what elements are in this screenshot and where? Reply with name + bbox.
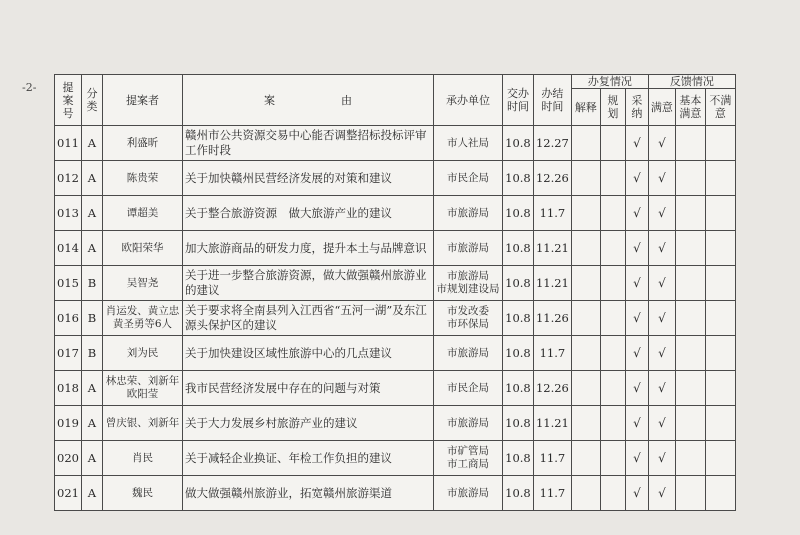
reply-plan-mark [600, 371, 625, 406]
feedback-basic-mark [675, 441, 705, 476]
feedback-satisfied-mark: √ [648, 371, 675, 406]
completed-date: 11.21 [533, 406, 571, 441]
table-row [55, 301, 736, 336]
proposal-category: B [81, 266, 102, 301]
feedback-basic-mark [675, 336, 705, 371]
reply-explain-mark [571, 266, 600, 301]
header-fb-unsatisfied: 不满意 [705, 89, 735, 126]
proposal-title: 关于减轻企业换证、年检工作负担的建议 [182, 441, 433, 476]
proposer-name: 刘为民 [102, 336, 182, 371]
assigned-date: 10.8 [502, 336, 533, 371]
proposer-name: 吴智尧 [102, 266, 182, 301]
reply-explain-mark [571, 336, 600, 371]
reply-explain-mark [571, 126, 600, 161]
assigned-date: 10.8 [502, 301, 533, 336]
reply-explain-mark [571, 371, 600, 406]
reply-plan-mark [600, 441, 625, 476]
proposal-category: A [81, 161, 102, 196]
feedback-basic-mark [675, 196, 705, 231]
feedback-unsatisfied-mark [705, 231, 735, 266]
reply-plan-mark [600, 301, 625, 336]
proposal-category: A [81, 371, 102, 406]
header-id: 提案号 [55, 75, 82, 126]
feedback-basic-mark [675, 406, 705, 441]
proposer-name: 谭超美 [102, 196, 182, 231]
feedback-satisfied-mark: √ [648, 336, 675, 371]
reply-explain-mark [571, 476, 600, 511]
reply-explain-mark [571, 196, 600, 231]
header-assigned: 交办时间 [502, 75, 533, 126]
table-row [55, 406, 736, 441]
assigned-date: 10.8 [502, 406, 533, 441]
proposal-title: 关于加快建设区域性旅游中心的几点建议 [182, 336, 433, 371]
proposal-id: 014 [55, 231, 82, 266]
proposal-id: 015 [55, 266, 82, 301]
feedback-unsatisfied-mark [705, 371, 735, 406]
assigned-date: 10.8 [502, 231, 533, 266]
feedback-satisfied-mark: √ [648, 441, 675, 476]
feedback-basic-mark [675, 371, 705, 406]
feedback-basic-mark [675, 231, 705, 266]
proposal-category: A [81, 231, 102, 266]
assigned-date: 10.8 [502, 266, 533, 301]
reply-adopt-mark: √ [625, 196, 648, 231]
reply-adopt-mark: √ [625, 371, 648, 406]
feedback-basic-mark [675, 476, 705, 511]
feedback-unsatisfied-mark [705, 301, 735, 336]
reply-explain-mark [571, 441, 600, 476]
feedback-satisfied-mark: √ [648, 231, 675, 266]
feedback-satisfied-mark: √ [648, 161, 675, 196]
page-number: -2- [22, 81, 37, 94]
proposal-title: 加大旅游商品的研发力度，提升本土与品牌意识 [182, 231, 433, 266]
table-row [55, 441, 736, 476]
reply-plan-mark [600, 161, 625, 196]
completed-date: 11.7 [533, 336, 571, 371]
proposer-name: 欧阳荣华 [102, 231, 182, 266]
reply-plan-mark [600, 196, 625, 231]
proposal-title: 关于大力发展乡村旅游产业的建议 [182, 406, 433, 441]
reply-adopt-mark: √ [625, 406, 648, 441]
handling-unit: 市人社局 [433, 126, 502, 161]
header-completed: 办结时间 [533, 75, 571, 126]
table-row [55, 231, 736, 266]
proposal-id: 012 [55, 161, 82, 196]
header-reply-plan: 规划 [600, 89, 625, 126]
header-reply-explain: 解释 [571, 89, 600, 126]
handling-unit: 市民企局 [433, 371, 502, 406]
handling-unit: 市旅游局 [433, 196, 502, 231]
proposal-category: B [81, 336, 102, 371]
header-feedback-group: 反馈情况 [648, 75, 735, 89]
proposal-id: 011 [55, 126, 82, 161]
reply-plan-mark [600, 126, 625, 161]
reply-explain-mark [571, 231, 600, 266]
reply-explain-mark [571, 161, 600, 196]
header-proposer: 提案者 [102, 75, 182, 126]
header-unit: 承办单位 [433, 75, 502, 126]
proposal-category: A [81, 196, 102, 231]
feedback-satisfied-mark: √ [648, 301, 675, 336]
feedback-basic-mark [675, 301, 705, 336]
proposer-name: 曾庆银、刘新年 [102, 406, 182, 441]
reply-adopt-mark: √ [625, 441, 648, 476]
completed-date: 11.21 [533, 266, 571, 301]
proposal-title: 关于整合旅游资源 做大旅游产业的建议 [182, 196, 433, 231]
proposal-title: 关于进一步整合旅游资源，做大做强赣州旅游业的建议 [182, 266, 433, 301]
reply-plan-mark [600, 231, 625, 266]
proposal-category: B [81, 301, 102, 336]
proposer-name: 陈贵荣 [102, 161, 182, 196]
table-row [55, 196, 736, 231]
feedback-unsatisfied-mark [705, 336, 735, 371]
table-row [55, 266, 736, 301]
completed-date: 12.26 [533, 161, 571, 196]
completed-date: 11.21 [533, 231, 571, 266]
proposal-id: 021 [55, 476, 82, 511]
assigned-date: 10.8 [502, 371, 533, 406]
feedback-satisfied-mark: √ [648, 406, 675, 441]
reply-adopt-mark: √ [625, 476, 648, 511]
header-title: 案 由 [182, 75, 433, 126]
table-row [55, 476, 736, 511]
proposal-id: 017 [55, 336, 82, 371]
completed-date: 11.7 [533, 196, 571, 231]
table-row [55, 336, 736, 371]
header-reply-adopt: 采纳 [625, 89, 648, 126]
reply-adopt-mark: √ [625, 161, 648, 196]
header-category: 分类 [81, 75, 102, 126]
handling-unit: 市旅游局 [433, 336, 502, 371]
proposal-id: 016 [55, 301, 82, 336]
completed-date: 11.7 [533, 476, 571, 511]
feedback-basic-mark [675, 266, 705, 301]
header-fb-basic: 基本满意 [675, 89, 705, 126]
feedback-basic-mark [675, 161, 705, 196]
header-fb-satisfied: 满意 [648, 89, 675, 126]
feedback-satisfied-mark: √ [648, 476, 675, 511]
handling-unit: 市旅游局 [433, 231, 502, 266]
proposal-category: A [81, 126, 102, 161]
handling-unit: 市旅游局 [433, 406, 502, 441]
reply-adopt-mark: √ [625, 126, 648, 161]
proposal-title: 做大做强赣州旅游业，拓宽赣州旅游渠道 [182, 476, 433, 511]
handling-unit: 市发改委 市环保局 [433, 301, 502, 336]
proposal-category: A [81, 476, 102, 511]
proposal-id: 018 [55, 371, 82, 406]
proposer-name: 魏民 [102, 476, 182, 511]
feedback-satisfied-mark: √ [648, 196, 675, 231]
assigned-date: 10.8 [502, 161, 533, 196]
table-row [55, 161, 736, 196]
feedback-unsatisfied-mark [705, 161, 735, 196]
handling-unit: 市旅游局 [433, 476, 502, 511]
completed-date: 12.26 [533, 371, 571, 406]
completed-date: 12.27 [533, 126, 571, 161]
feedback-satisfied-mark: √ [648, 266, 675, 301]
assigned-date: 10.8 [502, 196, 533, 231]
proposal-title: 关于要求将全南县列入江西省“五河一湖”及东江源头保护区的建议 [182, 301, 433, 336]
assigned-date: 10.8 [502, 476, 533, 511]
reply-adopt-mark: √ [625, 336, 648, 371]
header-reply-group: 办复情况 [571, 75, 648, 89]
feedback-unsatisfied-mark [705, 406, 735, 441]
reply-plan-mark [600, 476, 625, 511]
feedback-unsatisfied-mark [705, 476, 735, 511]
feedback-unsatisfied-mark [705, 266, 735, 301]
proposal-title: 我市民营经济发展中存在的问题与对策 [182, 371, 433, 406]
proposal-category: A [81, 406, 102, 441]
table-row [55, 126, 736, 161]
feedback-unsatisfied-mark [705, 441, 735, 476]
table-row [55, 371, 736, 406]
feedback-unsatisfied-mark [705, 196, 735, 231]
proposal-id: 020 [55, 441, 82, 476]
handling-unit: 市矿管局 市工商局 [433, 441, 502, 476]
handling-unit: 市旅游局 市规划建设局 [433, 266, 502, 301]
feedback-unsatisfied-mark [705, 126, 735, 161]
reply-explain-mark [571, 406, 600, 441]
reply-plan-mark [600, 406, 625, 441]
completed-date: 11.7 [533, 441, 571, 476]
reply-plan-mark [600, 266, 625, 301]
reply-adopt-mark: √ [625, 266, 648, 301]
proposer-name: 肖运发、黄立忠 黄圣勇等6人 [102, 301, 182, 336]
proposer-name: 林忠荣、刘新年 欧阳莹 [102, 371, 182, 406]
handling-unit: 市民企局 [433, 161, 502, 196]
proposal-id: 019 [55, 406, 82, 441]
proposal-title: 赣州市公共资源交易中心能否调整招标投标评审工作时段 [182, 126, 433, 161]
proposal-category: A [81, 441, 102, 476]
assigned-date: 10.8 [502, 441, 533, 476]
reply-adopt-mark: √ [625, 301, 648, 336]
completed-date: 11.26 [533, 301, 571, 336]
reply-explain-mark [571, 301, 600, 336]
reply-plan-mark [600, 336, 625, 371]
proposal-title: 关于加快赣州民营经济发展的对策和建议 [182, 161, 433, 196]
proposal-table [54, 74, 736, 511]
feedback-satisfied-mark: √ [648, 126, 675, 161]
proposal-id: 013 [55, 196, 82, 231]
reply-adopt-mark: √ [625, 231, 648, 266]
feedback-basic-mark [675, 126, 705, 161]
proposer-name: 肖民 [102, 441, 182, 476]
assigned-date: 10.8 [502, 126, 533, 161]
proposer-name: 利盛昕 [102, 126, 182, 161]
